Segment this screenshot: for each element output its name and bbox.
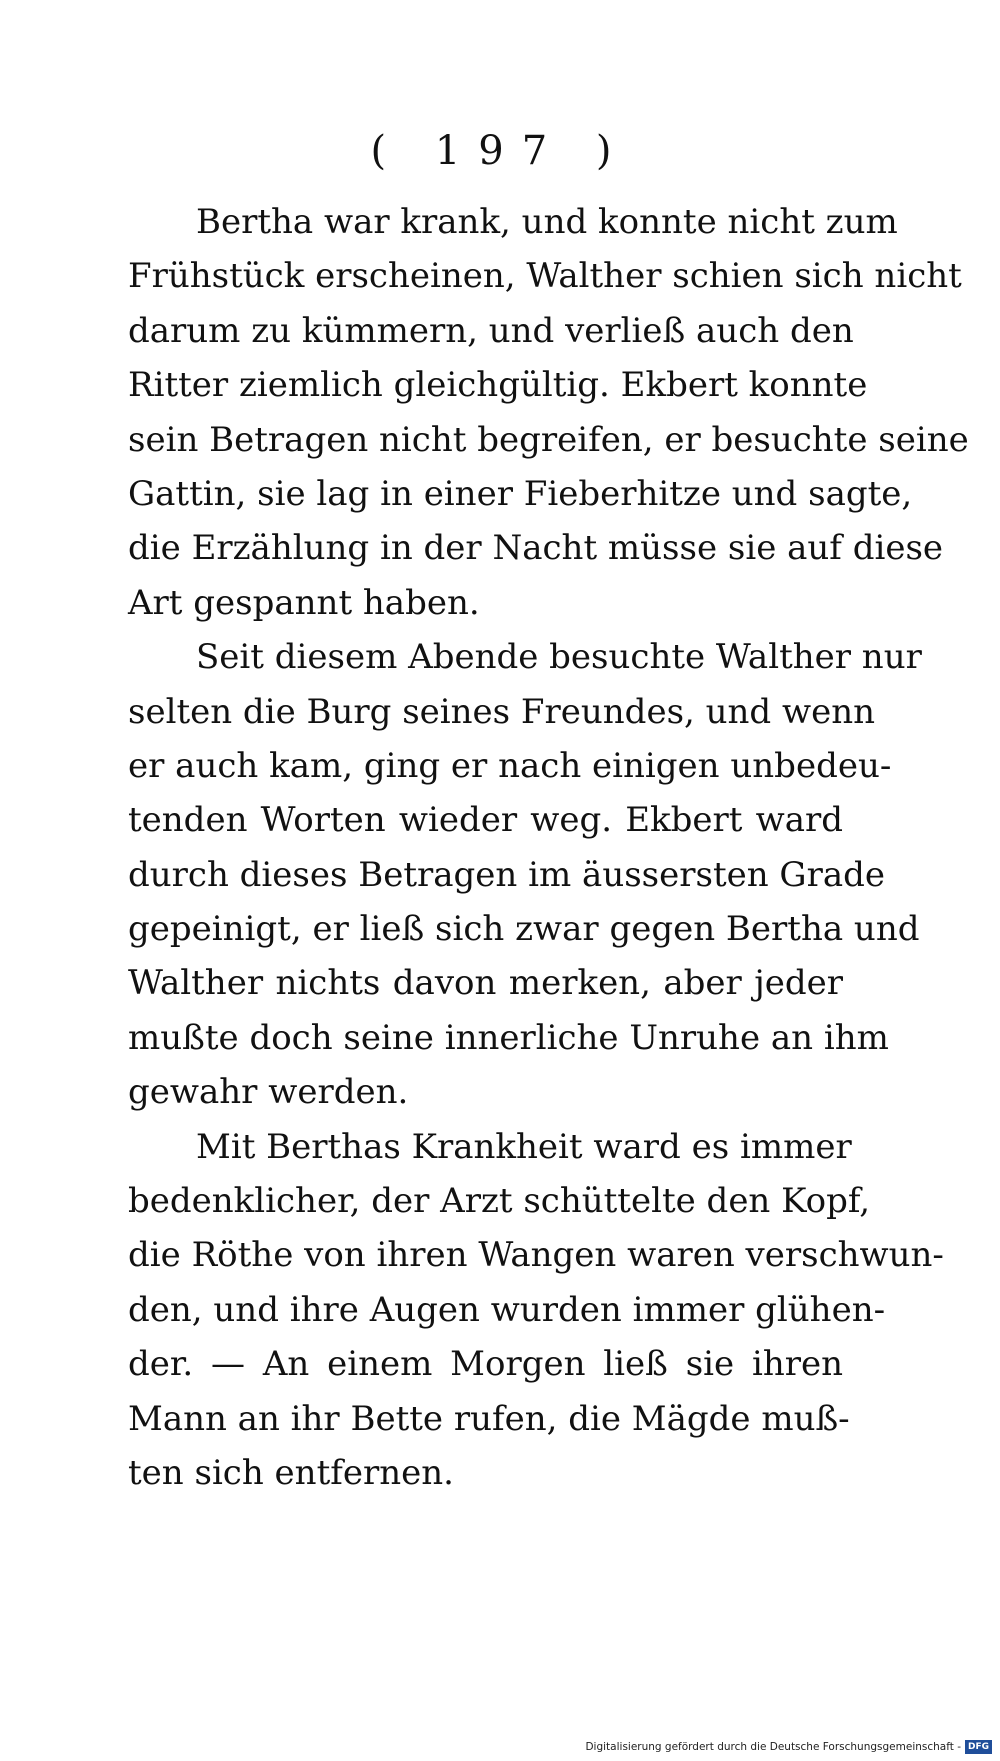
text-line: Frühstück erscheinen, Walther schien sich nicht xyxy=(128,256,962,297)
text-line: die Erzählung in der Nacht müsse sie auf diese xyxy=(128,528,944,569)
text-line: der. — An einem Morgen ließ sie ihren xyxy=(128,1344,843,1385)
text-line: Art gespannt haben. xyxy=(128,582,480,623)
text-line: selten die Burg seines Freundes, und wenn xyxy=(128,691,876,732)
text-line: ten sich entfernen. xyxy=(128,1452,454,1493)
text-line: Mit Berthas Krankheit ward es immer xyxy=(196,1126,852,1167)
paragraph-3 xyxy=(128,1120,944,1501)
text-line: er auch kam, ging er nach einigen unbedeu- xyxy=(128,745,892,786)
text-line: gewahr werden. xyxy=(128,1072,409,1113)
paragraph-2 xyxy=(128,630,922,1120)
text-line: mußte doch seine innerliche Unruhe an ihm xyxy=(128,1017,889,1058)
text-line: darum zu kümmern, und verließ auch den xyxy=(128,310,854,351)
text-line: Walther nichts davon merken, aber jeder xyxy=(128,963,843,1004)
text-line: bedenklicher, der Arzt schüttelte den Kopf, xyxy=(128,1181,871,1222)
text-line: Mann an ihr Bette rufen, die Mägde muß- xyxy=(128,1398,850,1439)
text-line: gepeinigt, er ließ sich zwar gegen Bertha und xyxy=(128,909,920,950)
text-line: Seit diesem Abende besuchte Walther nur xyxy=(196,637,922,678)
digitization-credit xyxy=(585,1739,992,1755)
text-line: die Röthe von ihren Wangen waren verschwun- xyxy=(128,1235,944,1276)
page-number: ( 197 ) xyxy=(370,128,630,174)
paragraph-1 xyxy=(128,195,969,630)
credit-text: Digitalisierung gefördert durch die Deutsche Forschungsgemeinschaft - xyxy=(585,1741,961,1753)
text-line: durch dieses Betragen im äussersten Grade xyxy=(128,854,885,895)
text-line: den, und ihre Augen wurden immer glühen- xyxy=(128,1289,886,1330)
dfg-logo: DFG xyxy=(965,1740,992,1754)
text-line: sein Betragen nicht begreifen, er besuchte seine xyxy=(128,419,969,460)
text-line: tenden Worten wieder weg. Ekbert ward xyxy=(128,800,843,841)
text-line: Bertha war krank, und konnte nicht zum xyxy=(196,202,898,242)
text-line: Gattin, sie lag in einer Fieberhitze und sagte, xyxy=(128,473,913,514)
text-line: Ritter ziemlich gleichgültig. Ekbert konnte xyxy=(128,365,868,406)
body-text xyxy=(128,195,969,1500)
